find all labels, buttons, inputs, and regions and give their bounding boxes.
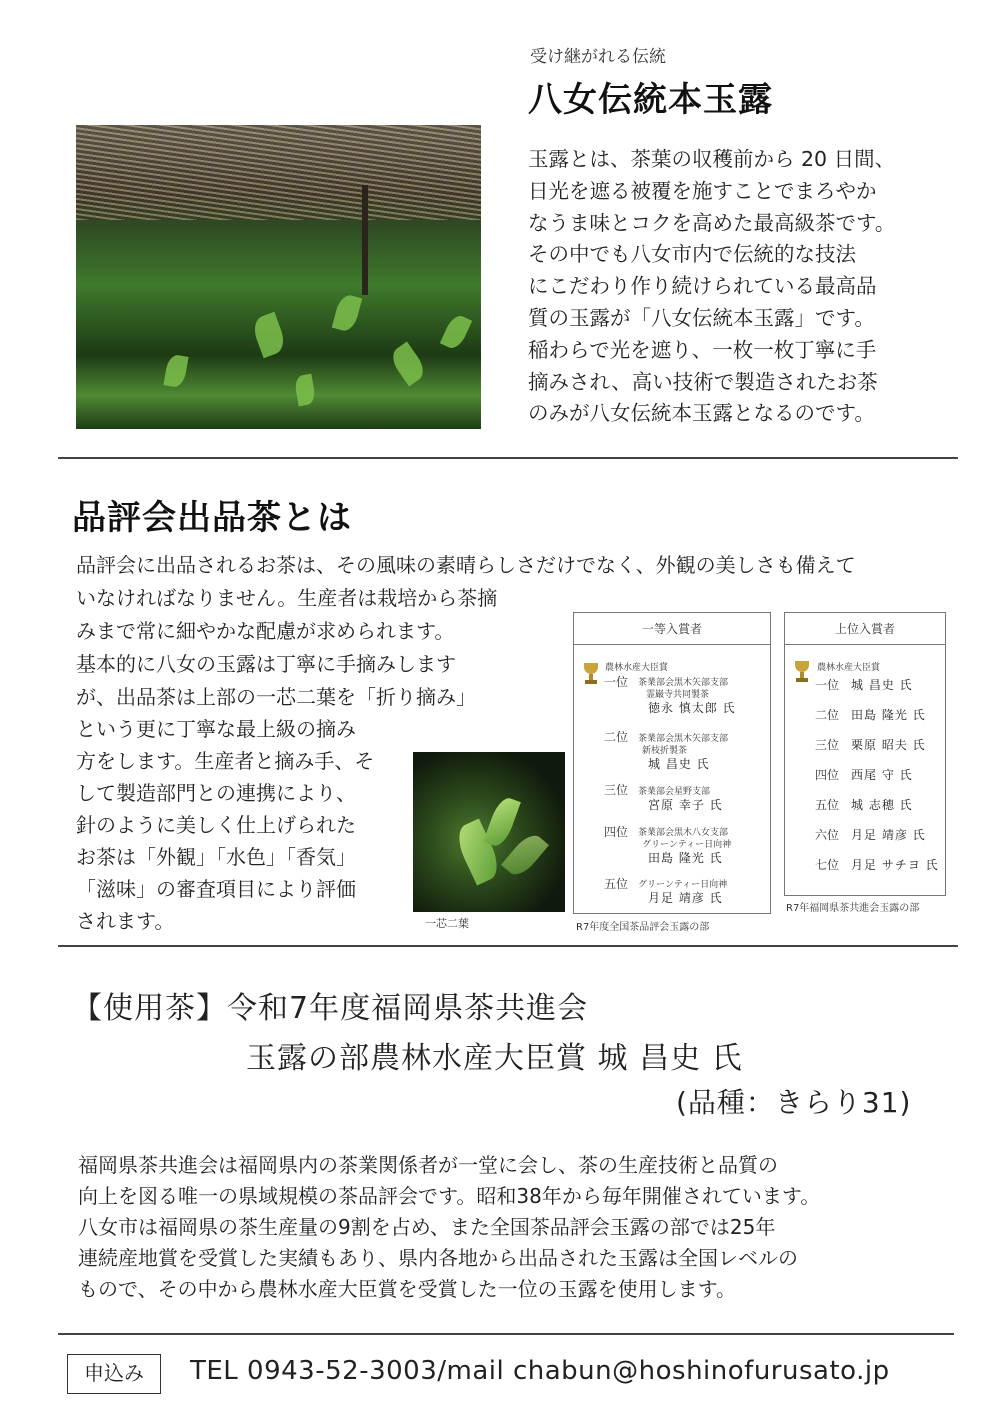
trophy-icon <box>793 661 811 683</box>
body-line: という更に丁寧な最上級の摘み <box>76 717 356 741</box>
org-label: 茶業部会黒木八女支部 <box>638 828 729 838</box>
apply-label: 申込み <box>67 1354 161 1394</box>
award-box-header: 上位入賞者 <box>785 613 945 645</box>
rank-label: 三位 <box>604 783 629 797</box>
intro-line: その中でも八女市内で伝統的な技法 <box>528 242 856 267</box>
winner-name: 徳永 慎太郎 氏 <box>648 701 736 715</box>
photo-caption: 一芯二葉 <box>425 917 469 930</box>
body-line: みまで常に細やかな配慮が求められます。 <box>76 619 455 643</box>
intro-text <box>528 144 948 430</box>
rank-label: 四位 <box>604 825 629 839</box>
award-caption: R7年度全国茶品評会玉露の部 <box>576 922 710 933</box>
body-line: 向上を図る唯一の県域規模の茶品評会です。昭和38年から毎年開催されています。 <box>78 1184 821 1208</box>
org-label: 茶業部会星野支部 <box>638 787 711 797</box>
intro-line: 玉露とは、茶葉の収穫前から 20 日間、 <box>528 147 896 171</box>
body-line: 福岡県茶共進会は福岡県内の茶業関係者が一堂に会し、茶の生産技術と品質の <box>78 1153 778 1177</box>
body-line: 連続産地賞を受賞した実績もあり、県内各地から出品された玉露は全国レベルの <box>78 1246 798 1270</box>
divider <box>58 457 958 459</box>
winner-name: 月足 靖彦 氏 <box>648 891 723 905</box>
trophy-icon <box>582 663 600 685</box>
org-label: 新枝折製茶 <box>642 746 688 756</box>
rank-label: 五位 <box>604 877 629 891</box>
rank-label: 二位 <box>815 708 840 722</box>
org-label: 茶業部会黒木矢部支部 <box>638 678 729 688</box>
org-label: 霊巌寺共同製茶 <box>646 690 710 700</box>
org-label: グリーンティー日向神 <box>638 880 728 890</box>
rank-label: 二位 <box>604 730 629 744</box>
divider <box>58 945 958 947</box>
org-label: グリーンティー日向神 <box>642 840 732 850</box>
contact-info[interactable]: TEL 0943-52-3003/mail chabun@hoshinofurusato.jp <box>190 1356 890 1386</box>
award-box-header: 一等入賞者 <box>574 613 770 645</box>
body-line: されます。 <box>76 909 175 933</box>
winner-name: 月足 靖彦 氏 <box>851 828 926 842</box>
body-line: いなければなりません。生産者は栽培から茶摘 <box>76 586 498 610</box>
award-name: 農林水産大臣賞 <box>605 663 669 673</box>
award-box-prefecture <box>784 612 946 896</box>
tea-bud-photo <box>413 752 565 912</box>
intro-line: にこだわり作り続けられている最高品 <box>528 274 877 299</box>
award-caption: R7年福岡県茶共進会玉露の部 <box>786 903 920 914</box>
rank-label: 六位 <box>815 828 840 842</box>
rank-label: 三位 <box>815 738 840 752</box>
intro-line: 質の玉露が「八女伝統本玉露」です。 <box>528 305 875 330</box>
winner-name: 城 昌史 氏 <box>648 757 710 771</box>
winner-name: 西尾 守 氏 <box>851 768 913 782</box>
body-line: 「滋味」の審査項目により評価 <box>76 877 356 901</box>
body-line: が、出品茶は上部の一芯二葉を「折り摘み」 <box>76 685 476 709</box>
rank-label: 一位 <box>604 675 629 689</box>
header-subtitle: 受け継がれる伝統 <box>530 47 666 67</box>
body-line: して製造部門との連携により、 <box>76 781 356 805</box>
used-tea-heading: 【使用茶】令和7年度福岡県茶共進会 <box>72 991 589 1026</box>
award-name: 農林水産大臣賞 <box>817 663 881 673</box>
body-line: 針のように美しく仕上げられた <box>76 813 356 837</box>
intro-line: なうま味とコクを高めた最高級茶です。 <box>528 210 896 235</box>
page-title: 八女伝統本玉露 <box>528 80 773 120</box>
org-label: 茶業部会黒木矢部支部 <box>638 734 729 744</box>
body-line: もので、その中から農林水産大臣賞を受賞した一位の玉露を使用します。 <box>78 1277 736 1301</box>
section-title: 品評会出品茶とは <box>72 498 352 538</box>
winner-name: 栗原 昭夫 氏 <box>851 738 926 752</box>
winner-name: 田島 隆光 氏 <box>648 851 723 865</box>
intro-line: 稲わらで光を遮り、一枚一枚丁寧に手 <box>528 337 877 362</box>
body-line: 品評会に出品されるお茶は、その風味の素晴らしさだけでなく、外観の美しさも備えて <box>76 553 856 577</box>
body-line: お茶は「外観」「水色」「香気」 <box>76 845 356 869</box>
intro-line: 摘みされ、高い技術で製造されたお茶 <box>528 369 878 394</box>
winner-name: 田島 隆光 氏 <box>851 708 926 722</box>
used-tea-variety: (品種：きらり31) <box>676 1086 912 1119</box>
award-box-national <box>573 612 771 914</box>
rank-label: 一位 <box>815 678 840 692</box>
body-line: 八女市は福岡県の茶生産量の9割を占め、また全国茶品評会玉露の部では25年 <box>78 1215 776 1239</box>
intro-line: 日光を遮る被覆を施すことでまろやか <box>528 178 877 203</box>
rank-label: 五位 <box>815 798 840 812</box>
divider <box>58 1333 954 1335</box>
winner-name: 宮原 幸子 氏 <box>648 798 723 812</box>
body-line: 方をします。生産者と摘み手、そ <box>76 749 375 773</box>
used-tea-award: 玉露の部農林水産大臣賞 城 昌史 氏 <box>246 1041 743 1076</box>
tea-field-photo <box>76 125 481 429</box>
rank-label: 七位 <box>815 858 840 872</box>
winner-name: 月足 サチヨ 氏 <box>851 858 939 872</box>
winner-name: 城 昌史 氏 <box>851 678 913 692</box>
body-line: 基本的に八女の玉露は丁寧に手摘みします <box>76 652 456 676</box>
winner-name: 城 志穂 氏 <box>851 798 913 812</box>
intro-line: のみが八女伝統本玉露となるのです。 <box>528 401 875 426</box>
rank-label: 四位 <box>815 768 840 782</box>
